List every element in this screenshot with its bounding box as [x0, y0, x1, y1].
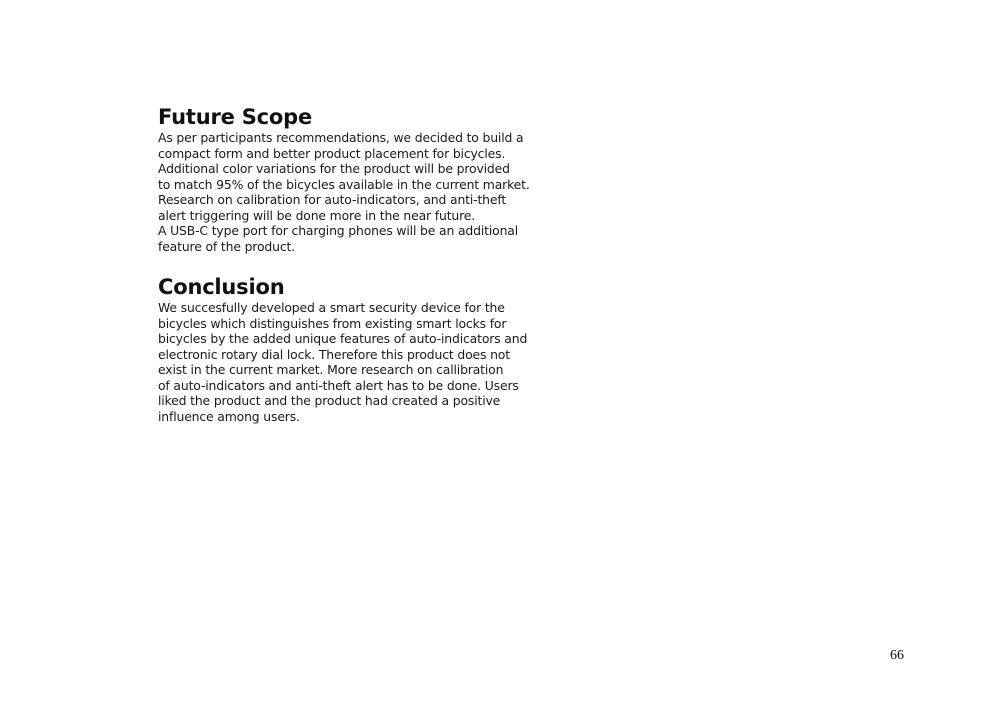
- text-line: Research on calibration for auto-indicators, and anti-theft: [158, 192, 507, 207]
- section-future-scope: [158, 104, 528, 254]
- text-line: We succesfully developed a smart security device for the: [158, 300, 505, 315]
- text-line: influence among users.: [158, 408, 300, 424]
- text-line: Additional color variations for the product will be provided: [158, 161, 510, 176]
- text-line: electronic rotary dial lock. Therefore this product does not: [158, 346, 510, 362]
- page-number: 66: [890, 648, 904, 663]
- section-paragraph: [158, 130, 528, 254]
- text-line: alert triggering will be done more in the near future.: [158, 207, 476, 223]
- text-line: feature of the product.: [158, 238, 295, 254]
- text-line: bicycles which distinguishes from existing smart locks for: [158, 315, 507, 331]
- text-line: A USB-C type port for charging phones will be an additional: [158, 223, 519, 238]
- section-conclusion: [158, 274, 528, 424]
- text-line: of auto-indicators and anti-theft alert has to be done. Users: [158, 377, 519, 393]
- text-line: compact form and better product placement for bicycles.: [158, 145, 506, 161]
- section-heading: Conclusion: [158, 275, 285, 299]
- section-heading: Future Scope: [158, 105, 313, 129]
- text-line: liked the product and the product had created a positive: [158, 393, 501, 408]
- text-line: exist in the current market. More research on callibration: [158, 362, 504, 377]
- text-line: bicycles by the added unique features of auto-indicators and: [158, 331, 528, 346]
- text-line: to match 95% of the bicycles available in the current market.: [158, 176, 530, 192]
- text-line: As per participants recommendations, we decided to build a: [158, 130, 524, 145]
- section-paragraph: [158, 300, 528, 424]
